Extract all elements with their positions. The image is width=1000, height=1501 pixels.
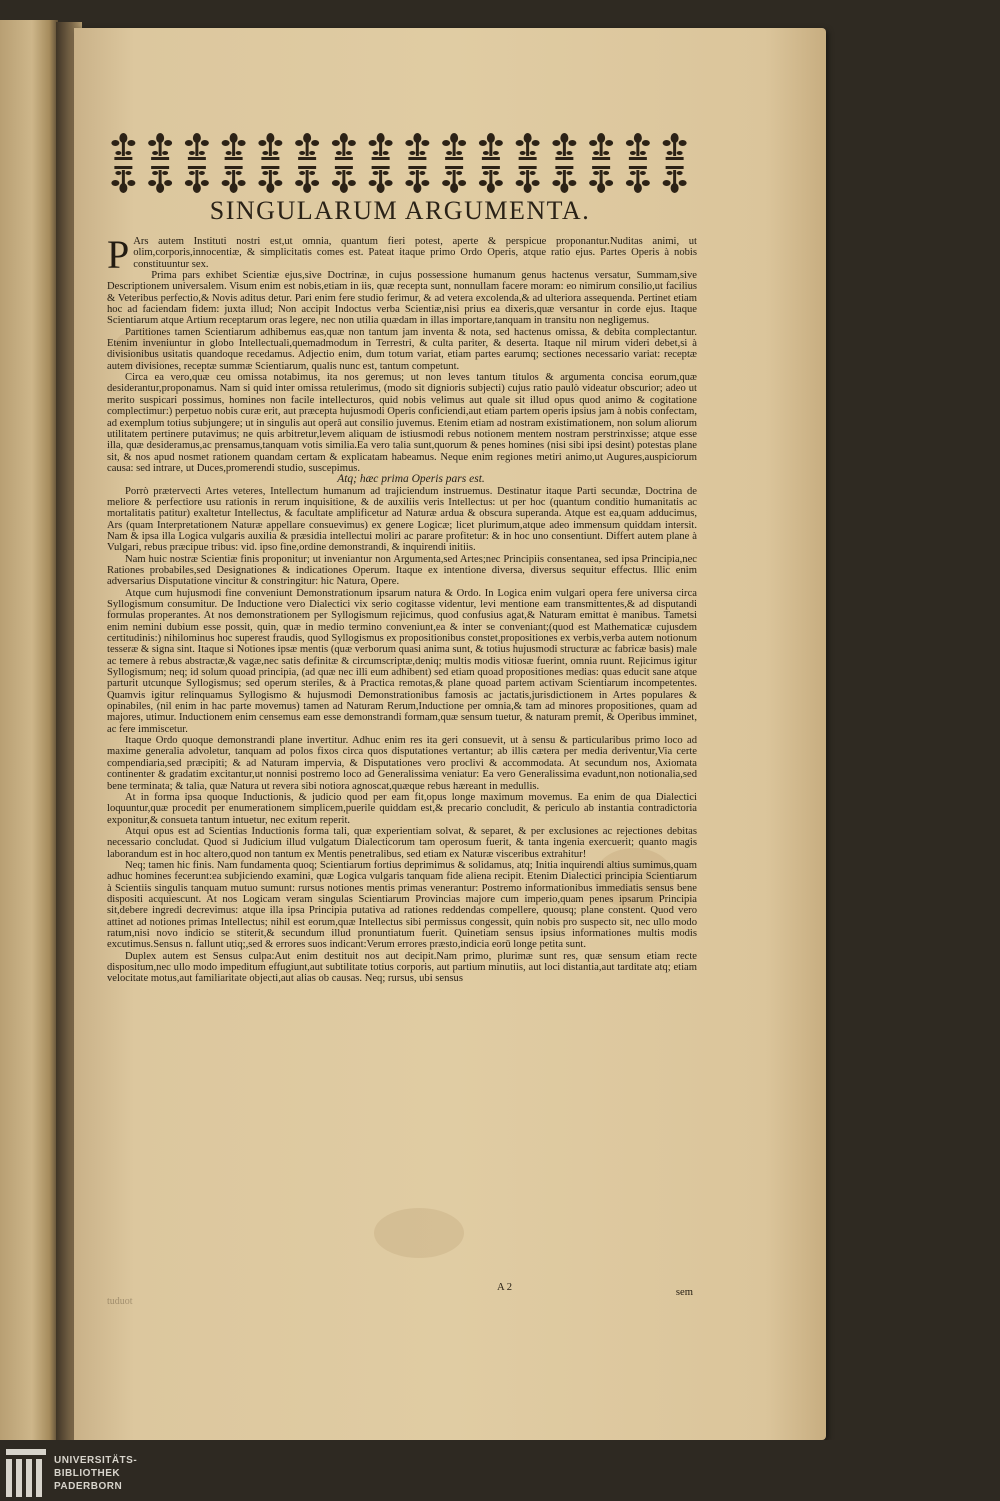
fleuron-ornament [258,166,282,193]
fleuron-ornament [405,133,429,160]
fleuron-ornament [516,133,540,160]
paragraph: Neq; tamen hic finis. Nam fundamenta quoq; Scientiarum fortius deprimimus & solidamus, atq; Initia inquirendi altius sumimus,quam adhuc homines fecerunt:ea subjiciendo examini, quæ Logica vulgaris tanquam fide aliena recipit. Etenim Dialectici principia Scientiarum à Scientiis singulis tanquam mutuo sumunt: rursus notiones mentis primas venerantur: Postremo informationibus immediatis sensus bene dispositi acquiescunt. At nos Logicam veram singulas Scientiarum Provincias majore cum imperio,quam penes ipsarum Principia sit,debere ingredi decrevimus: atque illa ipsa Principia putativa ad rationes reddendas compellere, quousq; plane constent. Quod vero attinet ad notiones primas Intellectus; nihil est eorum,quæ Intellectus sibi permissus congessit, quin nobis pro suspecto sit, nec ullo modo ratum,nisi novo indicio se stiterit,& secundum illud pronuntiatum fuerit. Quinetiam sensus ipsius informationes multis modis excutimus.Sensus n. fallunt utiq;,sed & errores suos indicant:Verum errores præsto,indicia eorū longe petita sunt. [107,859,697,951]
fleuron-ornament [295,166,319,193]
page-footer [107,1282,697,1312]
fleuron-ornament [222,133,246,160]
paragraph: Duplex autem est Sensus culpa:Aut enim destituit nos aut decipit.Nam primo, plurimæ sunt res, quæ sensum etiam recte dispositum,nec ullo modo impeditum effugiunt,aut subtilitate totius corporis, aut partium minutiis, aut loci distantia,aut tarditate atq; etiam velocitate motus,aut familiaritate objecti,aut alias ob causas. Neq; rursus, ubi sensus [107,950,697,985]
fleuron-ornament [552,166,576,193]
fleuron-ornament [111,133,135,160]
library-name: UNIVERSITÄTS- BIBLIOTHEK PADERBORN [54,1454,138,1492]
paragraph: Atque cum hujusmodi fine conveniunt Demonstrationum ipsarum natura & Ordo. In Logica enim vulgari opera fere universa circa Syllogismum consumitur. De Inductione vero Dialectici vix serio cogitasse videntur, levi mentione eam transmittentes,& ad disputandi formulas properantes. At nos demonstrationem per Syllogismum rejicimus, quod confusius agat,& Naturam emittat è manibus. Tametsi enim nemini dubium esse possit, quin, quæ in medio termino conveniunt,ea & inter se conveniant;(quod est Mathematicæ cujusdem certitudinis:) nihilominus hoc superest fraudis, quod Syllogismus ex propositionibus constet,propositiones ex verbis,verba autem notionum tesseræ & signa sint. Itaque si Notiones ipsæ mentis (quæ verborum quasi anima sunt, & totius hujusmodi structuræ ac fabricæ basis) male ac temere à rebus abstractæ,& vagæ,nec satis definitæ & circumscriptæ,deniq; multis modis vitiosæ fuerint, omnia ruunt. Rejicimus igitur Syllogismum; neq; id solum quoad principia, (ad quæ nec illi eum adhibent) sed etiam quoad propositiones medias: quas educit sane atque parturit utcunque Syllogismus; sed operum steriles, & à Practica remotas,& plane quoad partem activam Scientiarum incompetentes. Quamvis igitur relinquamus Syllogismo & hujusmodi Demonstrationibus famosis ac jactatis,jurisdictionem in Artes populares & opinabiles, (nil enim in hac parte movemus) tamen ad Naturam Rerum,Inductione per omnia,& tam ad minores propositiones, quam ad majores, utimur. Inductionem enim censemus eam esse demonstrandi formam,quæ sensum tuetur, & naturam premit, & Operibus imminet, ac fere immiscetur. [107,587,697,735]
fleuron-ornament [148,133,172,160]
bleed-through-text: tuduot [107,1296,133,1307]
fleuron-ornament [405,166,429,193]
fleuron-ornament [552,133,576,160]
signature-mark: A 2 [497,1282,513,1293]
paragraph: Atqui opus est ad Scientias Inductionis forma tali, quæ experientiam solvat, & separet, & per exclusiones ac rejectiones debitas necessario concludat. Quod si Judicium illud vulgatum Dialecticorum tam operosum fuerit, & tanta ingenia exercuerit; quanto magis laborandum est in hoc altero,quod non tantum ex Mentis penetralibus, sed etiam ex Naturæ visceribus extrahitur! [107,825,697,860]
fleuron-ornament [111,166,135,193]
fleuron-ornament [295,133,319,160]
fleuron-ornament [442,166,466,193]
body-text [107,232,697,985]
paragraph: Porrò prætervecti Artes veteres, Intellectum humanum ad trajiciendum instruemus. Destinatur itaque Parti secundæ, Doctrina de meliore & perfectiore usu rationis in rerum inquisitione, & de auxiliis veris Intellectus: ut per hoc (quantum conditio humanitatis ac mortalitatis patitur) exaltetur Intellectus, & facultate amplificetur ad Naturæ ardua & obscura superanda. Atque est ea,quam adducimus, Ars (quam Interpretationem Naturæ appellare consuevimus) ex genere Logicæ; licet plurimum,atque adeo immensum quiddam intersit. Nam & ipsa illa Logica vulgaris auxilia & præsidia intellectui moliri ac parare profitetur: & in hoc uno consentiunt. Differt autem plane à Vulgari, rebus præcipue tribus: vid. ipso fine,ordine demonstrandi, & inquirendi initiis. [107,485,697,554]
library-logo [6,1448,206,1498]
fleuron-ornament [626,133,650,160]
fleuron-ornament [589,133,613,160]
paragraph: Nam huic nostræ Scientiæ finis proponitur; ut inveniantur non Argumenta,sed Artes;nec Principiis consentanea, sed ipsa Principia,nec Rationes probabiles,sed Designationes & indicationes Operum. Itaque ex intentione diversa, diversus sequitur effectus. Illic enim adversarius Disputatione vincitur & constringitur: hic Natura, Opere. [107,553,697,588]
paragraph: Prima pars exhibet Scientiæ ejus,sive Doctrinæ, in cujus possessione humanum genus hactenus versatur, Summam,sive Descriptionem universalem. Visum enim est nobis,etiam in iis, quæ recepta sunt, nonnullam facere moram: eo nimirum consilio,ut facilius & Veteribus perfectio,& Novis aditus detur. Pari enim fere studio ferimur, & ad vetera excolenda,& ad ulteriora assequenda. Pertinet etiam hoc ad faciendam fidem: juxta illud; Non accipit Indoctus verba Scientiæ,nisi prius ea dixeris,quæ versantur in corde ejus. Itaque Scientiarum atque Artium receptarum oras legere, nec non utilia quædam in illas importare,tanquam in transitu non negligemus. [107,270,697,327]
fleuron-ornament [258,133,282,160]
section-subheading: Atq; hæc prima Operis pars est. [337,473,485,486]
paragraph: Itaque Ordo quoque demonstrandi plane invertitur. Adhuc enim res ita geri consuevit, ut à sensu & particularibus primo loco ad maxime generalia advoletur, tanquam ad polos fixos circa quos disputationes vertantur; ab illis cætera per media deriventur,Via certe compendiaria,sed præcipiti; & ad Naturam impervia, & Disputationes vero proclivi & accommodata. At secundum nos, Axiomata continenter & gradatim excitantur,ut nonnisi postremo loco ad Generalissima veniatur: Ea vero Generalissima evadunt,non notionalia,sed bene terminata; & talia, quæ Natura ut revera sibi notiora agnoscat,quæque rebus hæreant in medullis. [107,735,697,792]
fleuron-ornament [332,166,356,193]
paragraph: P Ars autem Instituti nostri est,ut omnia, quantum fieri potest, aperte & perspicue proponantur.Nuditas animi, ut olim,corporis,innocentiæ, & simplicitatis comes est. Pateat itaque primo Ordo Operis, atque ratio ejus. Partes Operis à nobis constituuntur sex. [107,232,697,277]
paragraph: Circa ea vero,quæ ceu omissa notabimus, ita nos geremus; ut non leves tantum titulos & argumenta concisa eorum,quæ desiderantur,proponamus. Nam si quid inter omissa retulerimus, (modo sit dignioris subjecti) cujus ratio paulò videatur obscurior; adeo ut merito suspicari possimus, homines non facile intellecturos, quid nobis velimus aut quale sit illud opus quod animo & cogitatione complectimur:) perpetuo nobis curæ erit, aut præcepta hujusmodi Operis conficiendi,aut etiam partem operis ipsius jam à nobis confectam, ad exemplum totius subjungere; ut in singulis aut operâ aut consilio juvemus. Etenim etiam ad nostram existimationem, non solum aliorum utilitatem pertinere putavimus; ne quis arbitretur,levem aliquam de istiusmodi rebus notionem mentem nostram perstrinxisse; atque esse illa, quæ desideramus,ac prensamus,tanquam votis similia.Ea vero talia sunt,quorum & penes homines (nisi sibi ipsi desint) potestas plane sit, & nos apud nosmet rationem quandam certam & explicatam habeamus. Neque enim regiones metiri animo,ut Augures,auspiciorum causa: sed intrare, ut Duces,promerendi studio, suscepimus. [107,372,697,474]
catchword: sem [675,1287,693,1298]
fleuron-ornament [442,133,466,160]
drop-cap: P [107,232,130,277]
fleuron-ornament [369,133,393,160]
fleuron-ornament [589,166,613,193]
fleuron-ornament [479,166,503,193]
fleuron-ornament [185,133,209,160]
fleuron-ornament [222,166,246,193]
printers-ornament-band [105,132,693,194]
left-facing-page-edge [0,20,58,1460]
paragraph: At in forma ipsa quoque Inductionis, & judicio quod per eam fit,opus longe maximum movemus. Ea enim de qua Dialectici loquuntur,quæ procedit per enumerationem simplicem,puerile quiddam est,& precario concludit, & periculo ab instantia contradictoria exponitur,& consueta tantum intuetur, nec exitum reperit. [107,791,697,826]
fleuron-ornament [663,166,687,193]
page-heading: SINGULARUM ARGUMENTA. [209,196,591,225]
paragraph: Partitiones tamen Scientiarum adhibemus eas,quæ non tantum jam inventa & nota, sed hactenus omissa, & debita complectantur. Etenim inveniuntur in globo Intellectuali,quemadmodum in Terrestri, & culta pariter, & deserta. Itaque nil mirum videri debet,si à divisionibus usitatis quandoque recedamus. Adjectio enim, dum totum variat, etiam partes earumq; sectiones necessario variat: receptæ autem divisiones, receptæ summæ Scientiarum, qualis nunc est, tantum competunt. [107,326,697,372]
fleuron-ornament [516,166,540,193]
fleuron-ornament [332,133,356,160]
fleuron-ornament [663,133,687,160]
fleuron-ornament [479,133,503,160]
fleuron-ornament [148,166,172,193]
fleuron-ornament [369,166,393,193]
fleuron-ornament [185,166,209,193]
library-logo-icon [6,1449,46,1497]
fleuron-ornament [626,166,650,193]
